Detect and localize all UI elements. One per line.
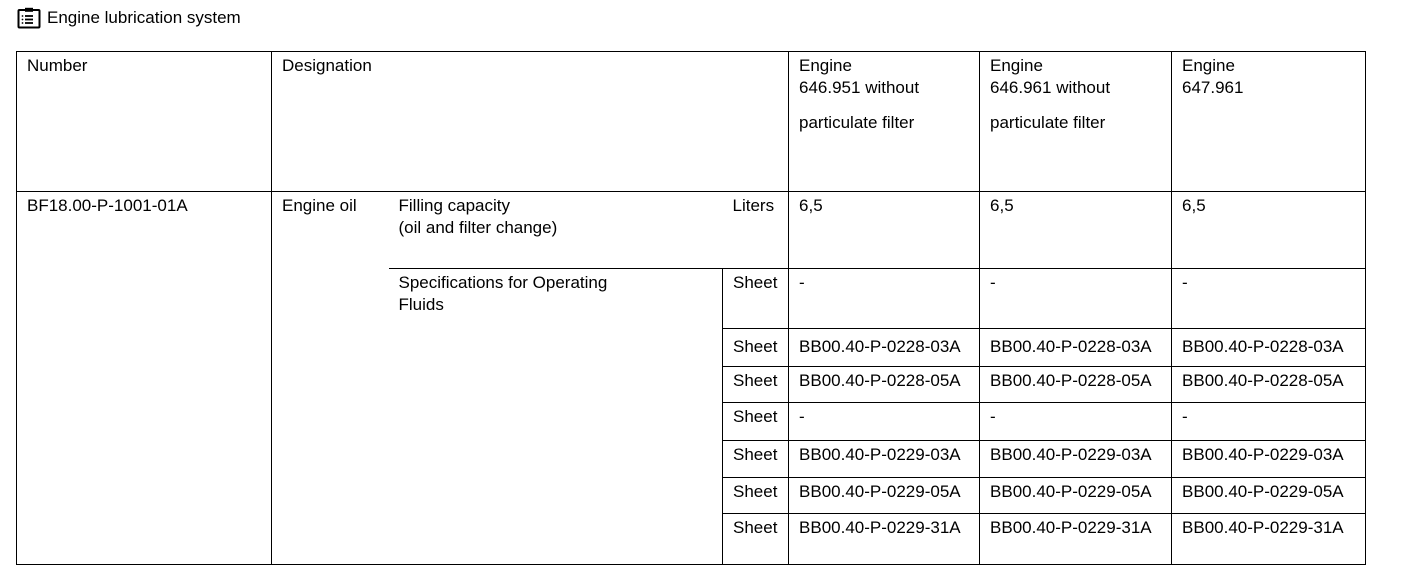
header-designation: Designation [272, 52, 789, 192]
spec-value-link[interactable]: BB00.40-P-0229-03A [980, 441, 1172, 478]
spec-value: - [1172, 269, 1366, 329]
spec-unit: Sheet [723, 269, 789, 329]
spec-unit: Sheet [723, 441, 789, 478]
spec-value: - [789, 269, 980, 329]
spec-value-link[interactable]: BB00.40-P-0228-03A [1172, 329, 1366, 367]
spec-value-link[interactable]: BB00.40-P-0229-05A [980, 478, 1172, 514]
filling-capacity-label: Filling capacity (oil and filter change) [389, 192, 723, 269]
spec-value-link[interactable]: BB00.40-P-0229-31A [1172, 514, 1366, 565]
filling-unit: Liters [723, 192, 789, 269]
spec-value-link[interactable]: BB00.40-P-0229-03A [1172, 441, 1366, 478]
filling-capacity-row [17, 192, 1366, 269]
spec-value-link[interactable]: BB00.40-P-0229-31A [980, 514, 1172, 565]
document-list-icon [17, 7, 41, 29]
spec-value: - [1172, 403, 1366, 441]
spec-value-link[interactable]: BB00.40-P-0229-05A [789, 478, 980, 514]
spec-value-link[interactable]: BB00.40-P-0228-03A [980, 329, 1172, 367]
header-engine-2: Engine 646.961 without particulate filter [980, 52, 1172, 192]
specifications-label: Specifications for Operating Fluids [389, 269, 723, 565]
spec-value-link[interactable]: BB00.40-P-0228-05A [1172, 367, 1366, 403]
spec-unit: Sheet [723, 478, 789, 514]
spec-value-link[interactable]: BB00.40-P-0229-05A [1172, 478, 1366, 514]
spec-value-link[interactable]: BB00.40-P-0229-03A [789, 441, 980, 478]
spec-value-link[interactable]: BB00.40-P-0228-03A [789, 329, 980, 367]
spec-unit: Sheet [723, 329, 789, 367]
header-engine-1: Engine 646.951 without particulate filter [789, 52, 980, 192]
spec-unit: Sheet [723, 403, 789, 441]
header-engine-3: Engine 647.961 [1172, 52, 1366, 192]
spec-unit: Sheet [723, 367, 789, 403]
spec-unit: Sheet [723, 514, 789, 565]
designation-engine-oil: Engine oil [272, 192, 389, 565]
spec-value-link[interactable]: BB00.40-P-0229-31A [789, 514, 980, 565]
spec-value: - [789, 403, 980, 441]
filling-value: 6,5 [980, 192, 1172, 269]
filling-value: 6,5 [789, 192, 980, 269]
page-header [17, 5, 241, 31]
lubrication-spec-table [16, 51, 1366, 565]
filling-value: 6,5 [1172, 192, 1366, 269]
spec-value-link[interactable]: BB00.40-P-0228-05A [789, 367, 980, 403]
spec-value-link[interactable]: BB00.40-P-0228-05A [980, 367, 1172, 403]
spec-value: - [980, 269, 1172, 329]
header-row [17, 52, 1366, 192]
part-number: BF18.00-P-1001-01A [17, 192, 272, 565]
page-title: Engine lubrication system [47, 8, 241, 27]
spec-value: - [980, 403, 1172, 441]
header-number: Number [17, 52, 272, 192]
